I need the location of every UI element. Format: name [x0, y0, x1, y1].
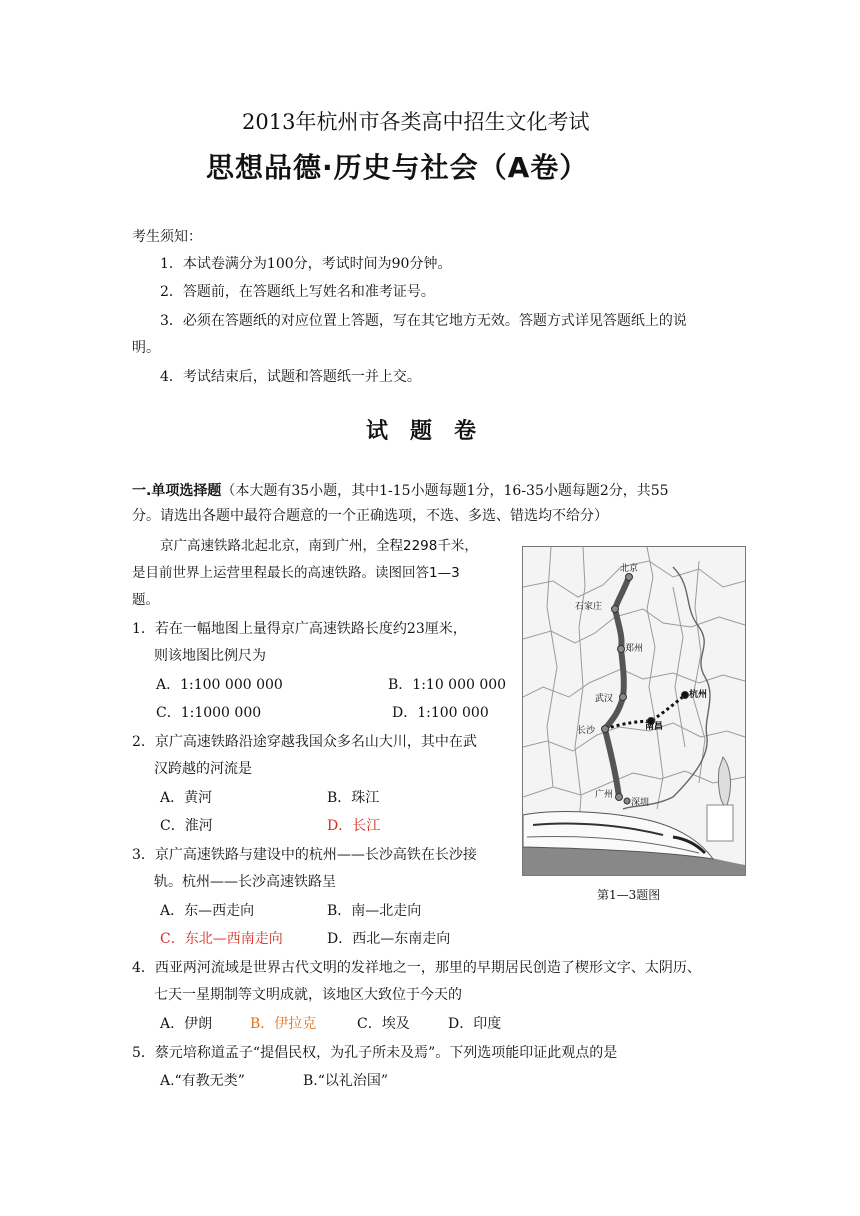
notice-item-2: 2．答题前，在答题纸上写姓名和准考证号。 [160, 284, 435, 300]
question-3-option-a: A．东—西走向 [160, 903, 255, 919]
question-2-option-a: A．黄河 [160, 790, 213, 806]
city-label-hangzhou: 杭州 [689, 690, 708, 700]
question-3-option-c-answer: C．东北—西南走向 [160, 931, 283, 947]
question-1-stem-cont: 则该地图比例尺为 [154, 648, 266, 664]
notice-item-3-cont: 明。 [132, 340, 160, 356]
section-title: 试题卷 [366, 419, 499, 444]
notice-item-3: 3．必须在答题纸的对应位置上答题，写在其它地方无效。答题方式详见答题纸上的说 [160, 313, 687, 329]
part1-header [132, 480, 669, 500]
question-4-option-a: A．伊朗 [160, 1016, 213, 1032]
question-2-option-c: C．淮河 [160, 818, 213, 834]
map-caption: 第1—3题图 [597, 888, 661, 902]
city-label-wuhan: 武汉 [595, 694, 614, 704]
question-1-option-c: C．1:1000 000 [156, 705, 262, 721]
part1-desc: （本大题有35小题，其中1-15小题每题1分，16-35小题每题2分，共55 [221, 483, 669, 499]
city-label-shenzhen: 深圳 [631, 798, 650, 808]
question-2-stem: 2．京广高速铁路沿途穿越我国众多名山大川，其中在武 [132, 734, 477, 750]
question-1-stem: 1．若在一幅地图上量得京广高速铁路长度约23厘米， [132, 621, 467, 637]
city-label-changsha: 长沙 [577, 726, 596, 736]
intro-line-3: 题。 [132, 592, 159, 608]
part1-label: 一.单项选择题 [132, 483, 222, 499]
railway-map [522, 546, 746, 876]
south-sea-inset [707, 805, 733, 841]
question-2-option-d-answer: D．长江 [327, 818, 381, 834]
question-5-option-a: A.“有教无类” [160, 1073, 245, 1089]
question-1-option-a: A．1:100 000 000 [156, 677, 283, 693]
question-2-option-b: B．珠江 [327, 790, 380, 806]
city-label-guangzhou: 广州 [595, 790, 614, 800]
question-4-stem-cont: 七天一星期制等文明成就，该地区大致位于今天的 [154, 987, 462, 1003]
exam-title: 2013年杭州市各类高中招生文化考试 [242, 110, 590, 134]
question-3-option-b: B．南—北走向 [327, 903, 422, 919]
question-4-stem: 4．西亚两河流域是世界古代文明的发祥地之一，那里的早期居民创造了楔形文字、太阴历、 [132, 960, 701, 976]
notice-heading: 考生须知： [132, 229, 202, 245]
question-3-stem: 3．京广高速铁路与建设中的杭州——长沙高铁在长沙接 [132, 847, 477, 863]
city-label-shijiazhuang: 石家庄 [575, 602, 603, 612]
question-5-stem: 5．蔡元培称道孟子“提倡民权，为孔子所未及焉”。下列选项能印证此观点的是 [132, 1045, 618, 1061]
question-4-option-c: C．埃及 [357, 1016, 410, 1032]
intro-line-1: 京广高速铁路北起北京，南到广州，全程2298千米， [160, 538, 478, 554]
notice-item-4: 4．考试结束后，试题和答题纸一并上交。 [160, 369, 421, 385]
question-3-option-d: D．西北—东南走向 [327, 931, 451, 947]
part1-desc-cont: 分。请选出各题中最符合题意的一个正确选项，不选、多选、错选均不给分） [132, 508, 608, 524]
intro-line-2: 是目前世界上运营里程最长的高速铁路。读图回答1—3 [132, 565, 460, 581]
city-label-zhengzhou: 郑州 [625, 644, 644, 654]
question-3-stem-cont: 轨。杭州——长沙高速铁路呈 [154, 874, 336, 890]
exam-subtitle: 思想品德·历史与社会（A卷） [206, 151, 589, 184]
question-1-option-b: B．1:10 000 000 [388, 677, 507, 693]
question-1-option-d: D．1:100 000 [392, 705, 489, 721]
question-2-stem-cont: 汉跨越的河流是 [154, 761, 252, 777]
question-5-option-b: B.“以礼治国” [303, 1073, 389, 1089]
question-4-option-d: D．印度 [448, 1016, 502, 1032]
question-4-option-b-answer: B．伊拉克 [250, 1016, 317, 1032]
city-label-beijing: 北京 [620, 564, 639, 574]
notice-item-1: 1．本试卷满分为100分，考试时间为90分钟。 [160, 256, 452, 272]
city-label-nanchang: 南昌 [645, 722, 664, 732]
railway-map-graphic [523, 547, 745, 875]
